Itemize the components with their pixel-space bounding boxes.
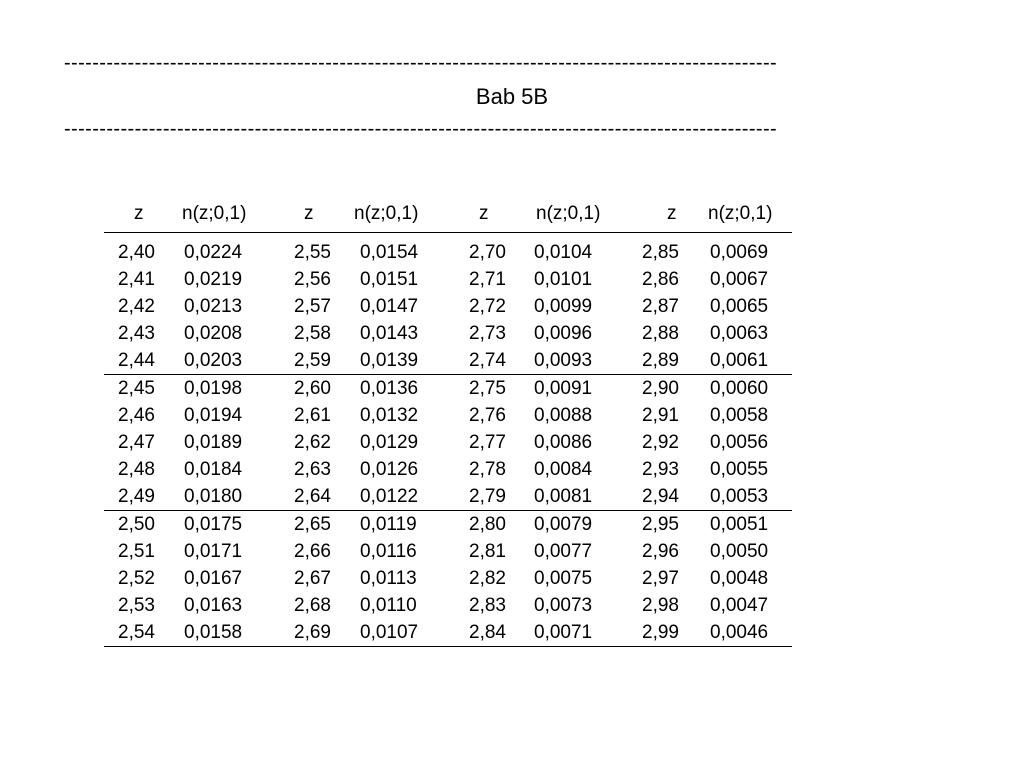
- density-value-cell: 0,0055: [710, 459, 769, 480]
- density-value-cell: 0,0093: [534, 350, 593, 371]
- table-row: [104, 456, 792, 483]
- z-value-cell: 2,81: [469, 541, 506, 562]
- density-value-cell: 0,0065: [710, 296, 769, 317]
- table-row: [104, 619, 792, 647]
- table-header: [104, 200, 792, 233]
- z-value-cell: 2,74: [469, 350, 506, 371]
- density-value-cell: 0,0189: [184, 432, 243, 453]
- z-value-cell: 2,82: [469, 568, 506, 589]
- z-value-cell: 2,45: [118, 378, 155, 399]
- z-value-cell: 2,78: [469, 459, 506, 480]
- density-value-cell: 0,0213: [184, 296, 243, 317]
- z-value-cell: 2,66: [294, 541, 331, 562]
- density-value-cell: 0,0063: [710, 323, 769, 344]
- z-value-cell: 2,50: [118, 514, 155, 535]
- density-value-cell: 0,0081: [534, 486, 593, 507]
- z-value-cell: 2,46: [118, 405, 155, 426]
- density-value-cell: 0,0069: [710, 242, 769, 263]
- density-value-cell: 0,0184: [184, 459, 243, 480]
- z-value-cell: 2,42: [118, 296, 155, 317]
- z-value-cell: 2,54: [118, 622, 155, 643]
- header-z: z: [667, 203, 677, 224]
- density-value-cell: 0,0061: [710, 350, 769, 371]
- density-value-cell: 0,0047: [710, 595, 769, 616]
- z-value-cell: 2,91: [642, 405, 679, 426]
- z-value-cell: 2,73: [469, 323, 506, 344]
- z-value-cell: 2,79: [469, 486, 506, 507]
- density-value-cell: 0,0167: [184, 568, 243, 589]
- z-value-cell: 2,62: [294, 432, 331, 453]
- density-value-cell: 0,0107: [360, 622, 419, 643]
- density-value-cell: 0,0071: [534, 622, 593, 643]
- z-value-cell: 2,89: [642, 350, 679, 371]
- z-value-cell: 2,99: [642, 622, 679, 643]
- header-density: n(z;0,1): [536, 203, 601, 224]
- table-row: [104, 483, 792, 511]
- z-value-cell: 2,63: [294, 459, 331, 480]
- z-value-cell: 2,65: [294, 514, 331, 535]
- z-value-cell: 2,57: [294, 296, 331, 317]
- z-value-cell: 2,40: [118, 242, 155, 263]
- z-value-cell: 2,68: [294, 595, 331, 616]
- density-value-cell: 0,0171: [184, 541, 243, 562]
- z-value-cell: 2,84: [469, 622, 506, 643]
- table-row: [104, 402, 792, 429]
- density-value-cell: 0,0116: [360, 541, 417, 562]
- z-value-cell: 2,94: [642, 486, 679, 507]
- z-value-cell: 2,48: [118, 459, 155, 480]
- density-value-cell: 0,0099: [534, 296, 593, 317]
- density-value-cell: 0,0198: [184, 378, 243, 399]
- table-row: [104, 429, 792, 456]
- density-value-cell: 0,0084: [534, 459, 593, 480]
- top-divider: -----------------------------------------------------------------------------------------------------: [64, 52, 778, 74]
- z-value-cell: 2,76: [469, 405, 506, 426]
- density-value-cell: 0,0122: [360, 486, 419, 507]
- z-value-cell: 2,90: [642, 378, 679, 399]
- density-value-cell: 0,0180: [184, 486, 243, 507]
- density-value-cell: 0,0151: [360, 269, 419, 290]
- z-value-cell: 2,87: [642, 296, 679, 317]
- density-value-cell: 0,0194: [184, 405, 243, 426]
- density-value-cell: 0,0073: [534, 595, 593, 616]
- z-value-cell: 2,96: [642, 541, 679, 562]
- density-value-cell: 0,0113: [360, 568, 417, 589]
- density-value-cell: 0,0096: [534, 323, 593, 344]
- z-value-cell: 2,55: [294, 242, 331, 263]
- density-value-cell: 0,0101: [534, 269, 593, 290]
- z-value-cell: 2,56: [294, 269, 331, 290]
- density-value-cell: 0,0219: [184, 269, 243, 290]
- z-value-cell: 2,47: [118, 432, 155, 453]
- z-value-cell: 2,44: [118, 350, 155, 371]
- density-value-cell: 0,0119: [360, 514, 417, 535]
- density-value-cell: 0,0136: [360, 378, 419, 399]
- density-value-cell: 0,0104: [534, 242, 593, 263]
- density-value-cell: 0,0163: [184, 595, 243, 616]
- density-value-cell: 0,0056: [710, 432, 769, 453]
- z-value-cell: 2,58: [294, 323, 331, 344]
- z-value-cell: 2,75: [469, 378, 506, 399]
- density-value-cell: 0,0086: [534, 432, 593, 453]
- table-row: [104, 565, 792, 592]
- z-value-cell: 2,69: [294, 622, 331, 643]
- z-value-cell: 2,52: [118, 568, 155, 589]
- density-value-cell: 0,0203: [184, 350, 243, 371]
- header-z: z: [304, 203, 314, 224]
- density-value-cell: 0,0110: [360, 595, 417, 616]
- density-value-cell: 0,0053: [710, 486, 769, 507]
- normal-density-table: [104, 200, 792, 647]
- header-z: z: [479, 203, 489, 224]
- density-value-cell: 0,0147: [360, 296, 419, 317]
- density-value-cell: 0,0154: [360, 242, 419, 263]
- z-value-cell: 2,80: [469, 514, 506, 535]
- density-value-cell: 0,0077: [534, 541, 593, 562]
- table-row: [104, 347, 792, 375]
- z-value-cell: 2,49: [118, 486, 155, 507]
- density-value-cell: 0,0088: [534, 405, 593, 426]
- density-value-cell: 0,0175: [184, 514, 243, 535]
- density-value-cell: 0,0058: [710, 405, 769, 426]
- density-value-cell: 0,0132: [360, 405, 419, 426]
- density-value-cell: 0,0126: [360, 459, 419, 480]
- table-row: [104, 293, 792, 320]
- bottom-divider: -----------------------------------------------------------------------------------------------------: [64, 118, 778, 140]
- table-row: [104, 266, 792, 293]
- z-value-cell: 2,88: [642, 323, 679, 344]
- z-value-cell: 2,60: [294, 378, 331, 399]
- table-row: [104, 592, 792, 619]
- table-row: [104, 538, 792, 565]
- density-value-cell: 0,0079: [534, 514, 593, 535]
- z-value-cell: 2,97: [642, 568, 679, 589]
- z-value-cell: 2,59: [294, 350, 331, 371]
- density-value-cell: 0,0129: [360, 432, 419, 453]
- density-value-cell: 0,0158: [184, 622, 243, 643]
- header-density: n(z;0,1): [708, 203, 773, 224]
- density-value-cell: 0,0224: [184, 242, 243, 263]
- density-value-cell: 0,0143: [360, 323, 419, 344]
- z-value-cell: 2,71: [469, 269, 506, 290]
- z-value-cell: 2,72: [469, 296, 506, 317]
- density-value-cell: 0,0050: [710, 541, 769, 562]
- header-z: z: [134, 203, 144, 224]
- table-row: [104, 320, 792, 347]
- density-value-cell: 0,0046: [710, 622, 769, 643]
- z-value-cell: 2,85: [642, 242, 679, 263]
- table-row: [104, 375, 792, 402]
- density-value-cell: 0,0208: [184, 323, 243, 344]
- page-title: Bab 5B: [475, 84, 549, 109]
- table-row: [104, 511, 792, 538]
- z-value-cell: 2,70: [469, 242, 506, 263]
- table-row: [104, 239, 792, 266]
- z-value-cell: 2,93: [642, 459, 679, 480]
- z-value-cell: 2,95: [642, 514, 679, 535]
- density-value-cell: 0,0091: [534, 378, 593, 399]
- density-value-cell: 0,0075: [534, 568, 593, 589]
- header-density: n(z;0,1): [354, 203, 419, 224]
- z-value-cell: 2,41: [118, 269, 155, 290]
- z-value-cell: 2,61: [294, 405, 331, 426]
- z-value-cell: 2,64: [294, 486, 331, 507]
- z-value-cell: 2,83: [469, 595, 506, 616]
- density-value-cell: 0,0067: [710, 269, 769, 290]
- z-value-cell: 2,86: [642, 269, 679, 290]
- z-value-cell: 2,43: [118, 323, 155, 344]
- z-value-cell: 2,77: [469, 432, 506, 453]
- header-density: n(z;0,1): [182, 203, 247, 224]
- density-value-cell: 0,0060: [710, 378, 769, 399]
- density-value-cell: 0,0139: [360, 350, 419, 371]
- z-value-cell: 2,98: [642, 595, 679, 616]
- z-value-cell: 2,92: [642, 432, 679, 453]
- z-value-cell: 2,51: [118, 541, 155, 562]
- z-value-cell: 2,67: [294, 568, 331, 589]
- density-value-cell: 0,0051: [710, 514, 769, 535]
- z-value-cell: 2,53: [118, 595, 155, 616]
- density-value-cell: 0,0048: [710, 568, 769, 589]
